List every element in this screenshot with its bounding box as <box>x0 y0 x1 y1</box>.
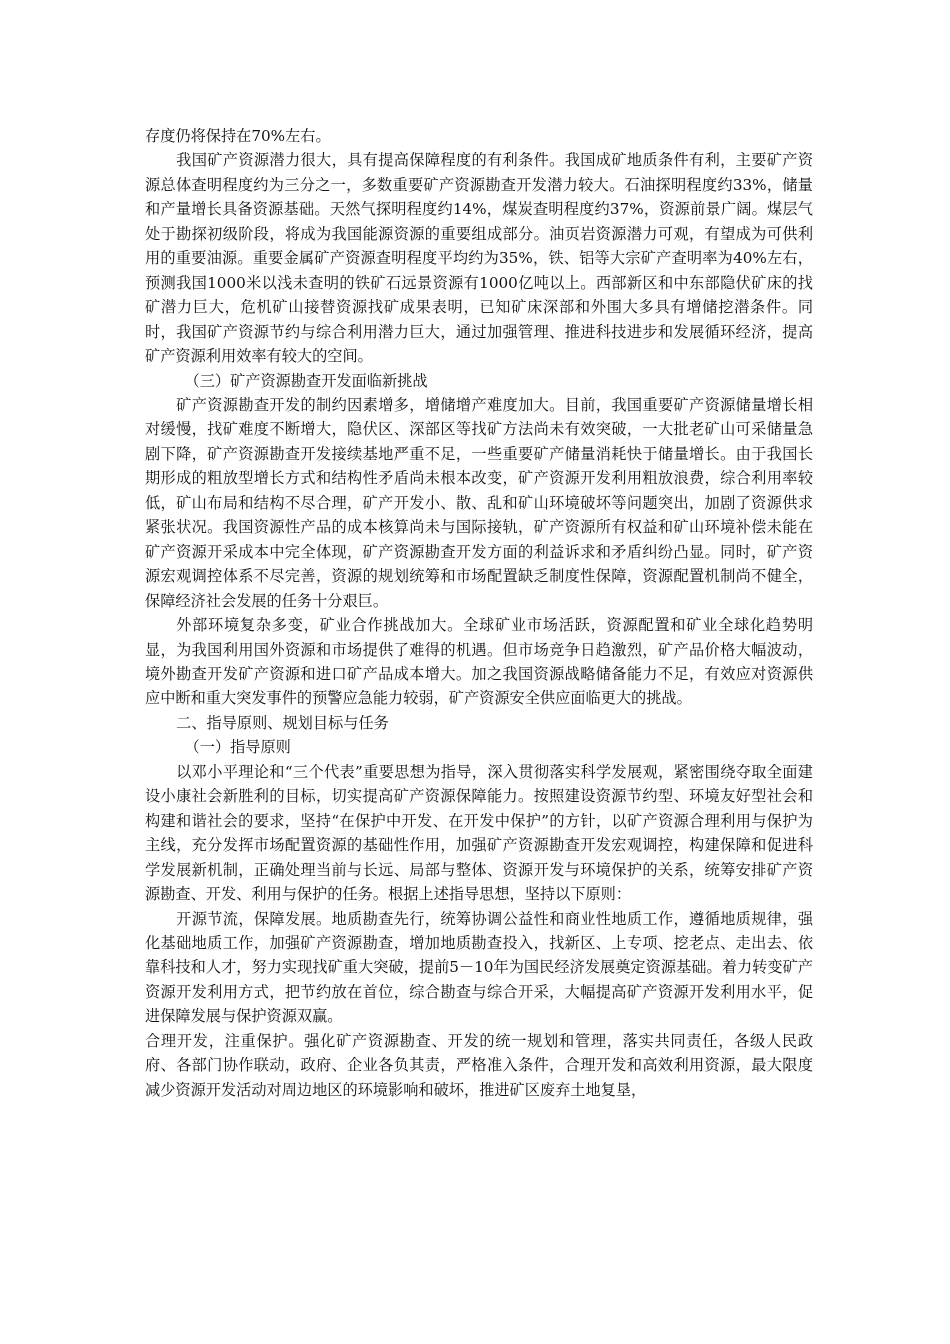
paragraph-resource-potential: 我国矿产资源潜力很大，具有提高保障程度的有利条件。我国成矿地质条件有利，主要矿产资源总体查明程度约为三分之一，多数重要矿产资源勘查开发潜力较大。石油探明程度约33%，储量和产量增长具备资源基础。天然气探明程度约14%，煤炭查明程度约37%，资源前景广阔。煤层气处于勘探初级阶段，将成为我国能源资源的重要组成部分。油页岩资源潜力可观，有望成为可供利用的重要油源。重要金属矿产资源查明程度平均约为35%，铁、铝等大宗矿产查明率为40%左右，预测我国1000米以浅未查明的铁矿石远景资源有1000亿吨以上。西部新区和中东部隐伏矿床的找矿潜力巨大，危机矿山接替资源找矿成果表明，已知矿床深部和外围大多具有增储挖潜条件。同时，我国矿产资源节约与综合利用潜力巨大，通过加强管理、推进科技进步和发展循环经济，提高矿产资源利用效率有较大的空间。 <box>145 151 813 366</box>
paragraph-rational-development: 合理开发，注重保护。强化矿产资源勘查、开发的统一规划和管理，落实共同责任，各级人民政府、各部门协作联动，政府、企业各负其责，严格准入条件，合理开发和高效利用资源，最大限度减少资源开发活动对周边地区的环境影响和破坏，推进矿区废弃土地复垦， <box>145 1031 813 1099</box>
paragraph-constraints: 矿产资源勘查开发的制约因素增多，增储增产难度加大。目前，我国重要矿产资源储量增长相对缓慢，找矿难度不断增大，隐伏区、深部区等找矿方法尚未有效突破，一大批老矿山可采储量急剧下降，矿产资源勘查开发接续基地严重不足，一些重要矿产储量消耗快于储量增长。由于我国长期形成的粗放型增长方式和结构性矛盾尚未根本改变，矿产资源开发利用粗放浪费，综合利用率较低，矿山布局和结构不尽合理，矿产开发小、散、乱和矿山环境破坏等问题突出，加剧了资源供求紧张状况。我国资源性产品的成本核算尚未与国际接轨，矿产资源所有权益和矿山环境补偿未能在矿产资源开采成本中完全体现，矿产资源勘查开发方面的利益诉求和矛盾纠纷凸显。同时，矿产资源宏观调控体系不尽完善，资源的规划统筹和市场配置缺乏制度性保障，资源配置机制尚不健全，保障经济社会发展的任务十分艰巨。 <box>145 395 813 610</box>
section-heading-principles-goals: 二、指导原则、规划目标与任务 <box>176 713 389 732</box>
paragraph-open-source-principle: 开源节流，保障发展。地质勘查先行，统筹协调公益性和商业性地质工作，遵循地质规律，强化基础地质工作，加强矿产资源勘查，增加地质勘查投入，找新区、上专项、挖老点、走出去、依靠科技和人才，努力实现找矿重大突破，提前5－10年为国民经济发展奠定资源基础。着力转变矿产资源开发利用方式，把节约放在首位，综合勘查与综合开采，大幅提高矿产资源开发利用水平，促进保障发展与保护资源双赢。 <box>145 909 813 1026</box>
paragraph-external-environment: 外部环境复杂多变，矿业合作挑战加大。全球矿业市场活跃，资源配置和矿业全球化趋势明显，为我国利用国外资源和市场提供了难得的机遇。但市场竞争日趋激烈，矿产品价格大幅波动，境外勘查开发矿产资源和进口矿产品成本增大。加之我国资源战略储备能力不足，有效应对资源供应中断和重大突发事件的预警应急能力较弱，矿产资源安全供应面临更大的挑战。 <box>145 616 813 708</box>
paragraph-continuation: 存度仍将保持在70%左右。 <box>145 127 331 145</box>
document-body <box>145 124 813 1102</box>
subheading-new-challenges: （三）矿产资源勘查开发面临新挑战 <box>184 371 428 390</box>
subheading-guiding-principles: （一）指导原则 <box>184 738 291 757</box>
paragraph-guiding-ideology: 以邓小平理论和“三个代表”重要思想为指导，深入贯彻落实科学发展观，紧密围绕夺取全面建设小康社会新胜利的目标，切实提高矿产资源保障能力。按照建设资源节约型、环境友好型社会和构建和谐社会的要求，坚持“在保护中开发、在开发中保护”的方针，以矿产资源合理利用与保护为主线，充分发挥市场配置资源的基础性作用，加强矿产资源勘查开发宏观调控，构建保障和促进科学发展新机制，正确处理当前与长远、局部与整体、资源开发与环境保护的关系，统筹安排矿产资源勘查、开发、利用与保护的任务。根据上述指导思想，坚持以下原则： <box>145 762 813 904</box>
